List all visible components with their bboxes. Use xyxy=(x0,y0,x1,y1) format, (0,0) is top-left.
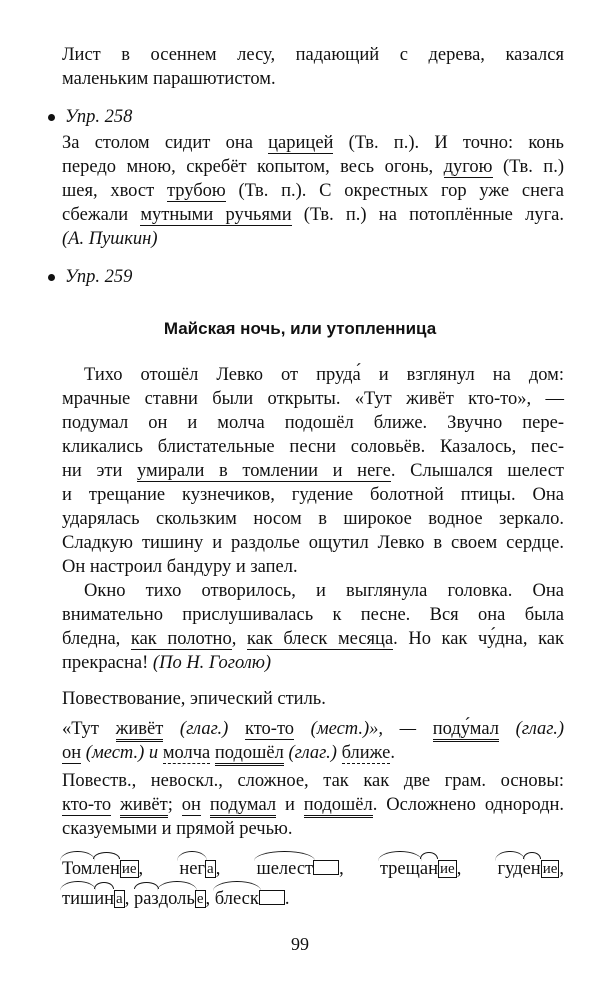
subject: он xyxy=(181,795,201,815)
text: , xyxy=(205,889,215,909)
text: сбежали xyxy=(62,205,141,225)
text: ; xyxy=(167,795,182,815)
text: шея, хвост xyxy=(62,181,167,201)
p1-line-5 xyxy=(62,460,564,483)
text: бледна, xyxy=(62,629,131,649)
pos-label: (глаг.) xyxy=(163,719,245,739)
predicate: живёт xyxy=(116,719,164,742)
p2-line-4 xyxy=(62,652,564,675)
text: . xyxy=(390,743,396,763)
text xyxy=(111,795,120,815)
exercise-259-text: Упр. 259 xyxy=(65,267,133,287)
exercise-258-text: Упр. 258 xyxy=(65,107,133,127)
root: тиш xyxy=(62,889,95,909)
underlined-phrase: как блеск месяца xyxy=(246,629,394,649)
analysis-line-1 xyxy=(62,718,564,741)
ex258-line-4 xyxy=(62,204,564,227)
exercise-258-label xyxy=(48,106,132,129)
root: шелест xyxy=(256,859,314,879)
predicate: поду́мал xyxy=(433,719,499,742)
p1-line-1: Тихо отошёл Левко от пруда́ и взглянул на дом: xyxy=(84,365,564,385)
ending: а xyxy=(207,861,214,877)
underlined-word: дугою xyxy=(443,157,493,177)
predicate: подумал xyxy=(210,795,276,818)
root: трещ xyxy=(379,859,420,879)
adverbial: ближе xyxy=(341,743,391,763)
text: , xyxy=(215,859,257,879)
text: . Осложнено однородн. xyxy=(372,795,565,815)
bullet-icon xyxy=(48,114,55,121)
page-number: 99 xyxy=(291,934,309,954)
p1-line-2: мрачные ставни были открыты. «Тут живёт кто-то», — xyxy=(62,389,564,409)
subject: кто-то xyxy=(244,719,295,739)
subject: он xyxy=(62,743,82,763)
text: , xyxy=(339,859,380,879)
underlined-phrase: мутными ручьями xyxy=(140,205,292,225)
exercise-259-label xyxy=(48,266,132,289)
zero-ending xyxy=(313,860,339,875)
ex258-line-1 xyxy=(62,132,564,155)
adverbial: молча xyxy=(162,743,211,763)
p2-line-3 xyxy=(62,628,564,651)
ending: ие xyxy=(121,861,137,877)
ex258-line-2 xyxy=(62,156,564,179)
root: доль xyxy=(158,889,195,909)
text xyxy=(201,795,210,815)
intro-line-2: маленьким парашютистом. xyxy=(62,69,276,89)
text: ни эти xyxy=(62,461,138,481)
text: . Слышался шелест xyxy=(390,461,564,481)
text: , xyxy=(559,859,565,879)
text: , xyxy=(456,859,498,879)
morphemic-line-1 xyxy=(62,858,564,881)
ending: ие xyxy=(440,861,455,877)
p2-line-2: внимательно прислушивалась к песне. Вся она была xyxy=(62,605,564,625)
intro-line-1: Лист в осеннем лесу, падающий с дерева, казался xyxy=(62,45,564,65)
root: блеск xyxy=(214,889,259,909)
ex258-line-3 xyxy=(62,180,564,203)
suffix: ен xyxy=(522,859,541,879)
pos-label: (мест.)», — xyxy=(294,719,433,739)
text: , xyxy=(124,889,134,909)
text: . Но как чу́дна, как xyxy=(393,629,564,649)
morphemic-line-2 xyxy=(62,888,564,911)
analysis-line-5: сказуемыми и прямой речью. xyxy=(62,819,293,839)
pos-label: (глаг.) xyxy=(498,719,564,739)
ending: е xyxy=(196,891,204,907)
pos-label: (глаг.) xyxy=(283,743,342,763)
subject: кто-то xyxy=(62,795,112,815)
root: гуд xyxy=(497,859,523,879)
suffix: ан xyxy=(419,859,439,879)
text: «Тут xyxy=(62,719,116,739)
bullet-icon xyxy=(48,274,55,281)
p1-line-8: Сладкую тишину и раздолье ощутил Левко в своем сердце. xyxy=(62,533,564,553)
story-title: Майская ночь, или утопленница xyxy=(163,319,437,338)
analysis-line-2 xyxy=(62,742,564,765)
ending: ие xyxy=(542,861,558,877)
text: и xyxy=(276,795,304,815)
root: нег xyxy=(179,859,206,879)
pos-label: (мест.) и xyxy=(81,743,163,763)
zero-ending xyxy=(259,890,285,905)
suffix: лен xyxy=(92,859,120,879)
p1-line-9: Он настроил бандуру и запел. xyxy=(62,557,298,577)
text: За столом сидит она xyxy=(62,133,269,153)
analysis-line-4 xyxy=(62,794,564,817)
p2-line-1: Окно тихо отворилось, и выглянула головка. Она xyxy=(84,581,564,601)
text: (Тв. п.). С окрестных гор уже снега xyxy=(225,181,564,201)
predicate: живёт xyxy=(120,795,168,818)
text: (Тв. п.). И точно: конь xyxy=(333,133,564,153)
p1-line-4: кликались блистательные песни соловьёв. Казалось, пес- xyxy=(62,437,564,457)
p1-line-7: ударялась скользким носом в широкое водное зеркало. xyxy=(62,509,564,529)
underlined-phrase: как полотно xyxy=(130,629,232,649)
root: Том xyxy=(62,859,93,879)
p1-line-6: и трещание кузнечиков, гудение болотной птицы. Она xyxy=(62,485,564,505)
underlined-word: трубою xyxy=(166,181,226,201)
underlined-phrase: умирали в томлении и неге xyxy=(137,461,391,481)
text: (Тв. п.) на потоплённые луга. xyxy=(291,205,564,225)
ending: а xyxy=(116,891,123,907)
analysis-line-3: Повеств., невоскл., сложное, так как две грам. основы: xyxy=(62,771,564,791)
ex258-author: (А. Пушкин) xyxy=(62,229,158,249)
text: прекрасна! xyxy=(62,653,153,673)
style-note: Повествование, эпический стиль. xyxy=(62,689,326,709)
predicate: подошёл xyxy=(215,743,284,766)
suffix: ин xyxy=(94,889,115,909)
text: . xyxy=(284,889,290,909)
text: передо мною, скребёт копытом, весь огонь, xyxy=(62,157,444,177)
attribution: (По Н. Гоголю) xyxy=(152,653,272,673)
text: , xyxy=(231,629,247,649)
predicate: подошёл xyxy=(304,795,373,818)
text: (Тв. п.) xyxy=(492,157,564,177)
p1-line-3: подумал он и молча подошёл ближе. Звучно пере- xyxy=(62,413,564,433)
text: , xyxy=(138,859,180,879)
underlined-word: царицей xyxy=(268,133,334,153)
prefix: раз xyxy=(133,889,159,909)
